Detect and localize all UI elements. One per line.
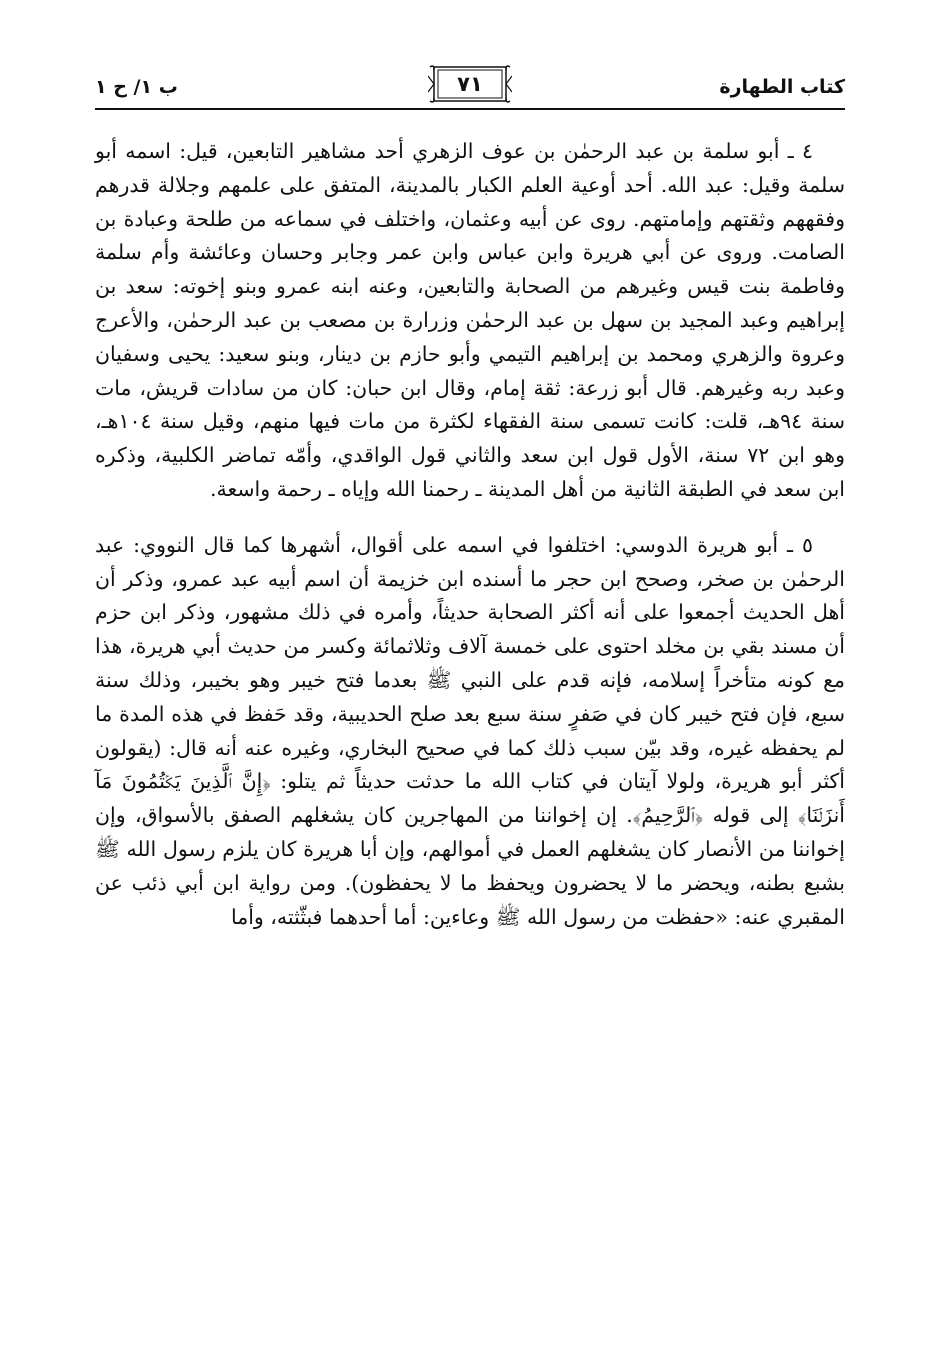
book-section-title: كتاب الطهارة xyxy=(719,76,845,98)
page-number-frame xyxy=(428,64,512,104)
header-divider xyxy=(95,108,845,110)
paragraph-abu-salama xyxy=(95,135,845,507)
page-number: ٧١ xyxy=(457,72,483,96)
paragraph-spacer xyxy=(95,507,845,529)
paragraph-text: ٤ ـ أبو سلمة بن عبد الرحمٰن بن عوف الزهري أحد مشاهير التابعين، قيل: اسمه أبو سلمة وقيل: عبد الله. أحد أوعية العلم الكبار بالمدينة، المتفق على علمهم وجلالة قدرهم وفقههم وثقتهم وإمامتهم. روى عن أبيه وعثمان، واختلف في سماعه من طلحة وعبادة بن الصامت. وروى عن أبي هريرة وابن عباس وابن عمر وجابر وحسان وعائشة وأم سلمة وفاطمة بنت قيس وغيرهم من الصحابة والتابعين، وعنه ابنه عمرو وبنو إخوته: سعد بن إبراهيم وعبد المجيد بن سهل بن عبد الرحمٰن وزرارة بن مصعب بن عبد الرحمٰن، والأعرج وعروة والزهري ومحمد بن إبراهيم التيمي وأبو حازم بن دينار، وبنو سعيد: يحيى وسفيان وعبد ربه وغيرهم. قال أبو زرعة: ثقة إمام، وقال ابن حبان: كان من سادات قريش، مات سنة ٩٤هـ، قلت: كانت تسمى سنة الفقهاء لكثرة من مات فيها منهم، وقيل سنة ١٠٤هـ، وهو ابن ٧٢ سنة، الأول قول ابن سعد والثاني قول الواقدي، وأمّه تماضر الكلبية، وذكره ابن سعد في الطبقة الثانية من أهل المدينة ـ رحمنا الله وإياه ـ رحمة واسعة. xyxy=(95,139,845,501)
paragraph-abu-hurayra xyxy=(95,529,845,935)
chapter-reference: ب ١/ ح ١ xyxy=(95,76,178,98)
paragraph-text: ٥ ـ أبو هريرة الدوسي: اختلفوا في اسمه على أقوال، أشهرها كما قال النووي: عبد الرحمٰن بن صخر، وصحح ابن حجر ما أسنده ابن خزيمة أن اسم أبيه عبد عمرو، وذكر أن أهل الحديث أجمعوا على أنه أكثر الصحابة حديثاً، وأمره في ذلك مشهور، وذكر ابن حزم أن مسند بقي بن مخلد احتوى على خمسة آلاف وثلاثمائة وكسر من حديث أبي هريرة، هذا مع كونه متأخراً إسلامه، فإنه قدم على النبي ﷺ بعدما فتح خيبر وهو بخيبر، وذلك سنة سبع، فإن فتح خيبر كان في صَفرٍ سنة سبع بعد صلح الحديبية، وقد حَفظ في هذه المدة ما لم يحفظه غيره، وقد بيّن سبب ذلك كما في صحيح البخاري، وغيره عنه أنه قال: (يقولون أكثر أبو هريرة، ولولا آيتان في كتاب الله ما حدثت حديثاً ثم يتلو: ﴿إِنَّ ٱلَّذِينَ يَكۡتُمُونَ مَآ أَنزَلۡنَا﴾ إلى قوله ﴿ٱلرَّحِيمُ﴾. إن إخواننا من المهاجرين كان يشغلهم الصفق بالأسواق، وإن إخواننا من الأنصار كان يشغلهم العمل في أموالهم، وإن أبا هريرة كان يلزم رسول الله ﷺ بشبع بطنه، ويحضر ما لا يحضرون ويحفظ ما لا يحفظون). ومن رواية ابن أبي ذئب عن المقبري عنه: «حفظت من رسول الله ﷺ وعاءين: أما أحدهما فبثّثته، وأما xyxy=(95,532,845,929)
page-header xyxy=(95,58,845,114)
page-body xyxy=(95,135,845,934)
